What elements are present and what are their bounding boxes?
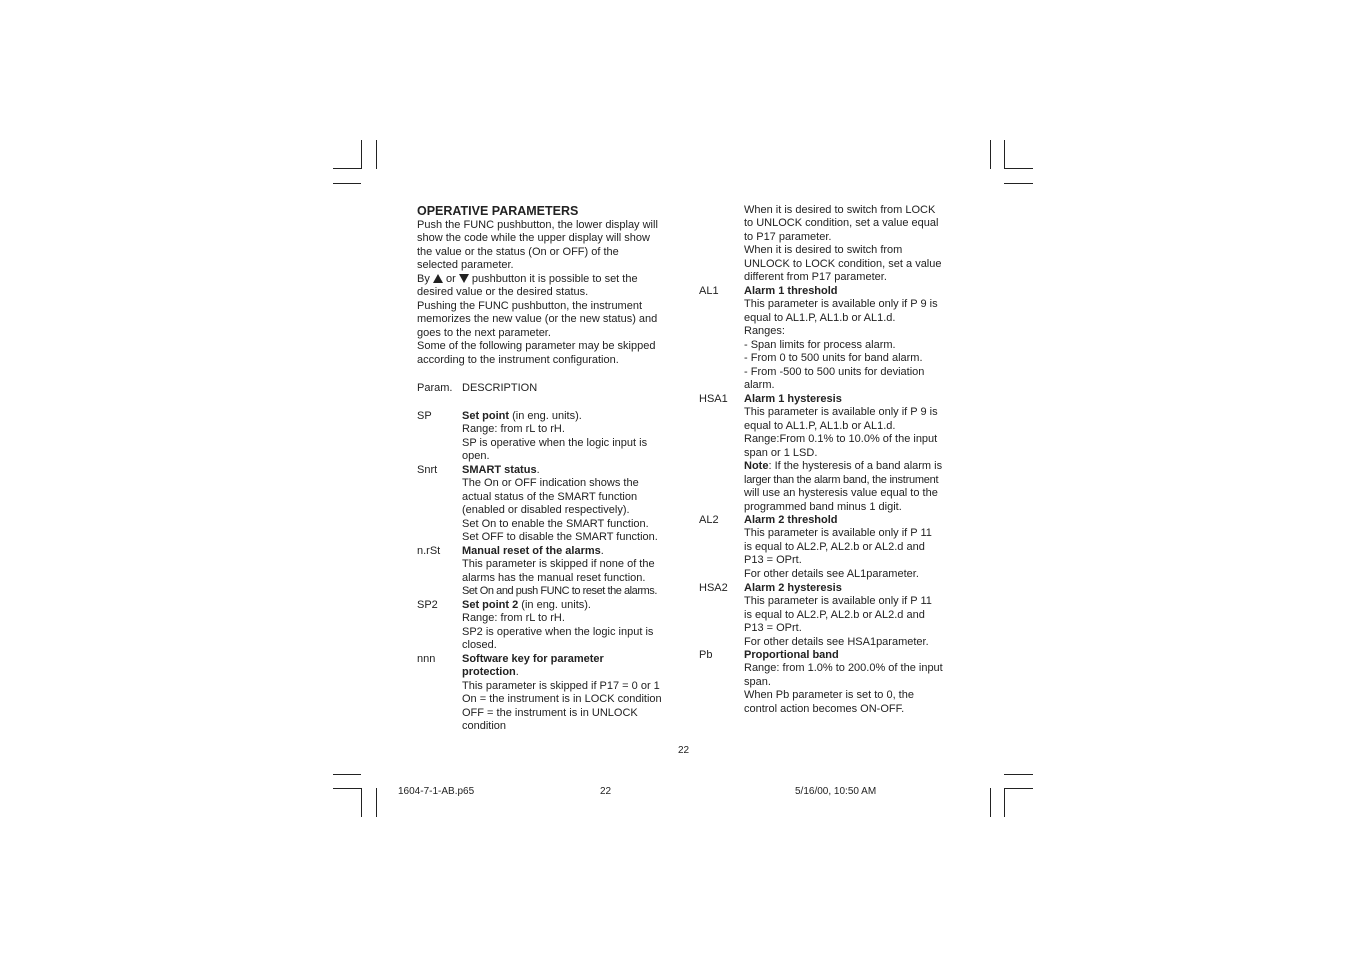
param-title: Alarm 1 threshold bbox=[744, 285, 838, 297]
text-line: Set On and push FUNC to reset the alarms. bbox=[462, 585, 657, 598]
text-line: For other details see AL1parameter. bbox=[744, 567, 919, 580]
param-title-suffix: (in eng. units). bbox=[518, 599, 591, 611]
text-line: P13 = OPrt. bbox=[744, 554, 802, 567]
param-description bbox=[744, 649, 952, 716]
param-description bbox=[744, 514, 952, 581]
param-name: HSA1 bbox=[699, 393, 728, 405]
param-description bbox=[744, 285, 952, 393]
crop-mark bbox=[1004, 788, 1005, 817]
param-description bbox=[462, 599, 670, 653]
by-suffix: pushbutton it is possible to set the bbox=[471, 272, 638, 285]
left-column bbox=[417, 204, 669, 367]
param-title-cont: protection bbox=[462, 666, 516, 679]
crop-mark bbox=[1004, 774, 1033, 775]
text-line: This parameter is skipped if none of the bbox=[462, 558, 655, 571]
text-line: condition bbox=[462, 720, 507, 733]
text-line: actual status of the SMART function bbox=[462, 490, 638, 503]
crop-mark bbox=[1004, 140, 1005, 169]
crop-mark bbox=[376, 140, 377, 169]
text-line: Set OFF to disable the SMART function. bbox=[462, 531, 658, 544]
param-title: Proportional band bbox=[744, 649, 839, 661]
text-line: span or 1 LSD. bbox=[744, 446, 818, 459]
param-name: Pb bbox=[699, 649, 713, 661]
param-name: nnn bbox=[417, 653, 436, 665]
param-title: Set point 2 bbox=[462, 599, 519, 611]
text-line: Pushing the FUNC pushbutton, the instrument bbox=[417, 299, 643, 312]
text-line: Range: from rL to rH. bbox=[462, 423, 565, 436]
text-line: The On or OFF indication shows the bbox=[462, 477, 639, 490]
param-title: SMART status bbox=[462, 464, 537, 476]
text-line: Range: from 1.0% to 200.0% of the input bbox=[744, 662, 943, 675]
text-line: - From -500 to 500 units for deviation bbox=[744, 365, 925, 378]
param-name: Snrt bbox=[417, 464, 438, 476]
text-line: is equal to AL2.P, AL2.b or AL2.d and bbox=[744, 608, 925, 621]
param-name: HSA2 bbox=[699, 582, 728, 594]
crop-mark bbox=[361, 788, 362, 817]
text-line: Range:From 0.1% to 10.0% of the input bbox=[744, 433, 938, 446]
text-line: to P17 parameter. bbox=[744, 230, 832, 243]
param-description bbox=[462, 464, 670, 545]
footer-page: 22 bbox=[600, 786, 612, 797]
text-line: SP2 is operative when the logic input is bbox=[462, 625, 654, 638]
param-title: Software key for parameter bbox=[462, 653, 604, 665]
text-line: Range: from rL to rH. bbox=[462, 612, 565, 625]
param-name: n.rSt bbox=[417, 545, 441, 557]
note-text: : If the hysteresis of a band alarm is bbox=[768, 460, 943, 473]
column-header-param: Param. bbox=[417, 382, 453, 394]
text-line: Ranges: bbox=[744, 325, 785, 338]
param-title-suffix: . bbox=[515, 666, 519, 679]
text-line: show the code while the upper display will show bbox=[417, 232, 650, 245]
text-line: span. bbox=[744, 675, 771, 688]
text-line: When it is desired to switch from bbox=[744, 244, 903, 257]
text-line: according to the instrument configuration. bbox=[417, 353, 619, 366]
continued-description bbox=[744, 204, 952, 285]
param-title: Alarm 2 threshold bbox=[744, 514, 838, 526]
text-line: desired value or the desired status. bbox=[417, 286, 589, 299]
text-line: On = the instrument is in LOCK condition bbox=[462, 693, 662, 706]
text-line: alarms has the manual reset function. bbox=[462, 571, 646, 584]
footer-date: 5/16/00, 10:50 AM bbox=[795, 786, 877, 797]
text-line: This parameter is available only if P 11 bbox=[744, 595, 932, 608]
text-line: to UNLOCK condition, set a value equal bbox=[744, 217, 939, 230]
note-label: Note bbox=[744, 460, 769, 473]
page-number: 22 bbox=[678, 745, 690, 756]
param-title: Set point bbox=[462, 410, 510, 422]
crop-mark bbox=[376, 788, 377, 817]
param-description bbox=[744, 393, 952, 514]
text-line: is equal to AL2.P, AL2.b or AL2.d and bbox=[744, 540, 925, 553]
param-title: Alarm 1 hysteresis bbox=[744, 393, 842, 405]
crop-mark bbox=[333, 788, 361, 789]
text-line: OFF = the instrument is in UNLOCK bbox=[462, 706, 638, 719]
column-header-description: DESCRIPTION bbox=[462, 382, 538, 394]
text-line: This parameter is skipped if P17 = 0 or 1 bbox=[462, 679, 660, 692]
param-name: SP2 bbox=[417, 599, 438, 611]
crop-mark bbox=[1004, 168, 1033, 169]
text-line: goes to the next parameter. bbox=[417, 326, 551, 339]
text-line: memorizes the new value (or the new status) and bbox=[417, 313, 658, 326]
text-line: P13 = OPrt. bbox=[744, 622, 802, 635]
param-title-suffix: (in eng. units). bbox=[509, 410, 582, 422]
crop-mark bbox=[361, 140, 362, 169]
param-title: Manual reset of the alarms bbox=[462, 545, 601, 557]
param-description bbox=[744, 582, 952, 649]
by-prefix: By bbox=[417, 272, 430, 285]
param-name: AL2 bbox=[699, 514, 719, 526]
text-line: selected parameter. bbox=[417, 259, 514, 272]
param-name: SP bbox=[417, 410, 432, 422]
text-line bbox=[417, 273, 669, 286]
text-line: For other details see HSA1parameter. bbox=[744, 635, 929, 648]
text-line: closed. bbox=[462, 639, 497, 652]
text-line: - From 0 to 500 units for band alarm. bbox=[744, 352, 923, 365]
text-line: This parameter is available only if P 9 is bbox=[744, 406, 938, 419]
text-line: Set On to enable the SMART function. bbox=[462, 517, 649, 530]
triangle-down-icon bbox=[459, 274, 469, 283]
text-line: larger than the alarm band, the instrument bbox=[744, 473, 939, 486]
crop-mark bbox=[1004, 183, 1033, 184]
text-line: - Span limits for process alarm. bbox=[744, 338, 896, 351]
text-line: different from P17 parameter. bbox=[744, 271, 887, 284]
text-line: the value or the status (On or OFF) of the bbox=[417, 245, 619, 258]
param-description bbox=[462, 653, 670, 734]
param-title-suffix: . bbox=[600, 545, 604, 557]
param-title-suffix: . bbox=[536, 464, 540, 476]
text-line: This parameter is available only if P 9 is bbox=[744, 298, 938, 311]
text-line: alarm. bbox=[744, 379, 775, 392]
text-line: (enabled or disabled respectively). bbox=[462, 504, 630, 517]
text-line: equal to AL1.P, AL1.b or AL1.d. bbox=[744, 311, 896, 324]
text-line: Push the FUNC pushbutton, the lower display will bbox=[417, 219, 658, 231]
param-title: Alarm 2 hysteresis bbox=[744, 582, 842, 594]
crop-mark bbox=[333, 168, 361, 169]
crop-mark bbox=[990, 140, 991, 169]
text-line: programmed band minus 1 digit. bbox=[744, 500, 902, 513]
param-description bbox=[462, 410, 670, 464]
crop-mark bbox=[990, 788, 991, 817]
intro-paragraph bbox=[417, 219, 669, 367]
text-line: equal to AL1.P, AL1.b or AL1.d. bbox=[744, 419, 896, 432]
text-line: When Pb parameter is set to 0, the bbox=[744, 689, 914, 702]
by-or: or bbox=[445, 272, 456, 285]
text-line: UNLOCK to LOCK condition, set a value bbox=[744, 257, 942, 270]
text-line: SP is operative when the logic input is bbox=[462, 436, 648, 449]
text-line: will use an hysteresis value equal to the bbox=[744, 487, 938, 500]
text-line: When it is desired to switch from LOCK bbox=[744, 204, 936, 216]
footer-file: 1604-7-1-AB.p65 bbox=[398, 786, 475, 797]
param-name: AL1 bbox=[699, 285, 719, 297]
text-line: control action becomes ON-OFF. bbox=[744, 702, 905, 715]
section-heading: OPERATIVE PARAMETERS bbox=[417, 204, 579, 218]
triangle-up-icon bbox=[433, 274, 443, 283]
text-line: This parameter is available only if P 11 bbox=[744, 527, 932, 540]
text-line: Some of the following parameter may be skipped bbox=[417, 340, 656, 353]
text-line: open. bbox=[462, 450, 490, 463]
crop-mark bbox=[333, 774, 361, 775]
crop-mark bbox=[1004, 788, 1033, 789]
param-description bbox=[462, 545, 670, 599]
crop-mark bbox=[333, 183, 361, 184]
